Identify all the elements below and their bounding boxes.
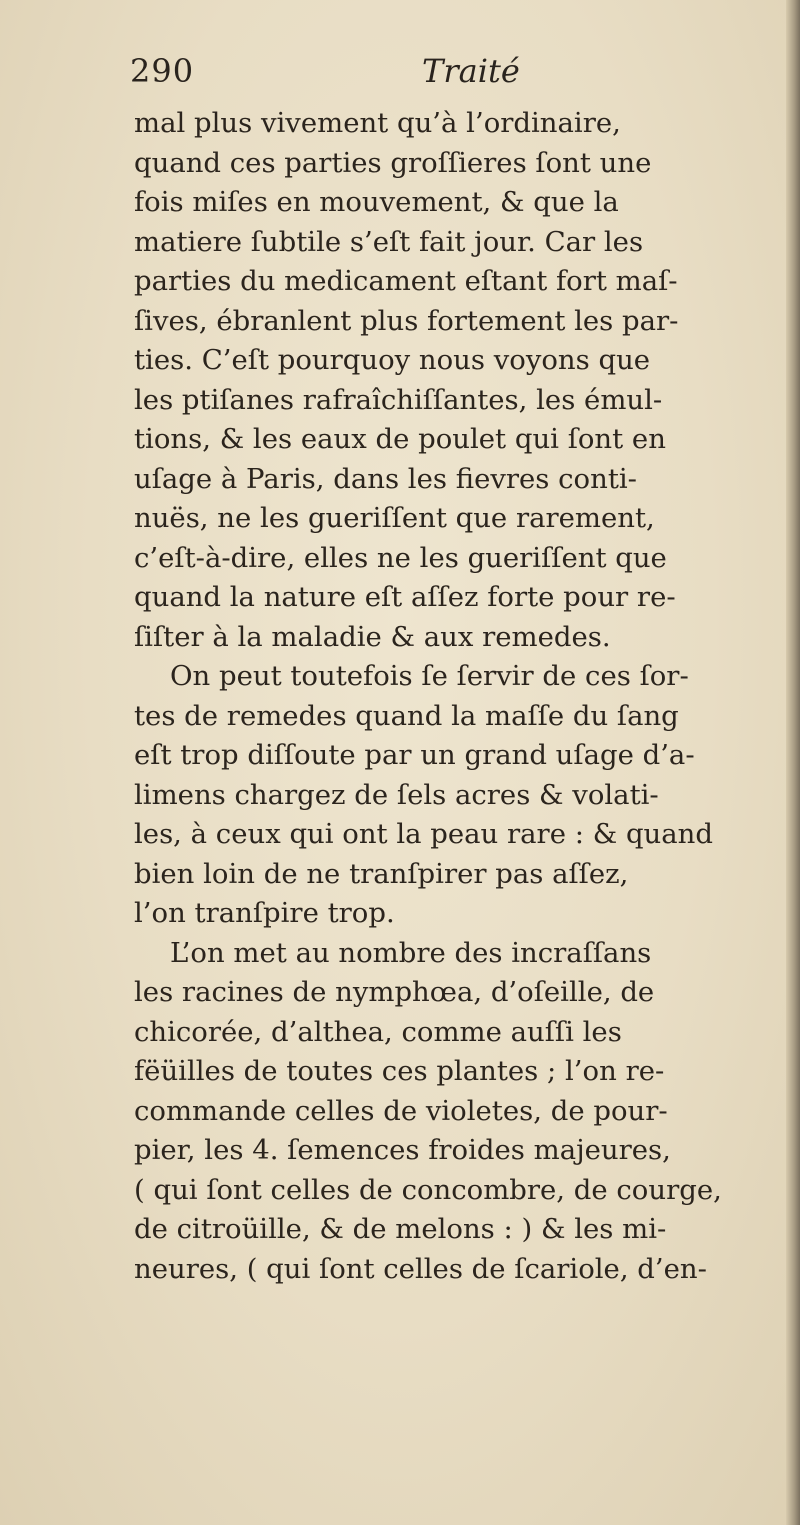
page-number: 290 [130,52,195,90]
text-line: de citroüille, & de melons : ) & les mi- [134,1213,667,1245]
body-text [134,104,774,1289]
text-line: quand ces parties groſſieres ſont une [134,146,652,179]
text-line: bien loin de ne tranſpirer pas aſſez, [134,857,629,890]
text-line: parties du medicament eſtant fort maſ- [134,265,678,297]
text-line: tions, & les eaux de poulet qui ſont en [134,423,666,455]
text-line: pier, les 4. ſemences froides majeures, [134,1134,671,1166]
text-line: limens chargez de ſels acres & volati- [134,778,659,811]
text-line: matiere ſubtile s’eſt fait jour. Car les [134,225,644,258]
text-line: tes de remedes quand la maſſe du ſang [134,699,679,732]
page-header [130,52,770,102]
text-line: eſt trop diſſoute par un grand uſage d’a- [134,739,695,771]
text-line: quand la nature eſt aſſez forte pour re- [134,581,676,613]
text-line: fëüilles de toutes ces plantes ; l’on re- [134,1055,665,1087]
text-line: ſiſter à la maladie & aux remedes. [134,620,611,653]
paragraph-start-line: On peut toutefois ſe ſervir de ces ſor- [170,660,689,692]
text-line: uſage à Paris, dans les fievres conti- [134,462,637,495]
text-line: ties. C’eſt pourquoy nous voyons que [134,344,651,376]
text-line: commande celles de violetes, de pour- [134,1094,668,1127]
page-gutter-shadow [786,0,800,1525]
text-line: fois miſes en mouvement, & que la [134,186,619,218]
text-line: c’eſt-à-dire, elles ne les gueriſſent que [134,541,667,574]
text-line: les ptiſanes rafraîchiſſantes, les émul- [134,383,663,416]
text-line: les racines de nymphœa, d’oſeille, de [134,976,655,1008]
text-line: nuës, ne les gueriſſent que rarement, [134,502,655,534]
text-line: chicorée, d’althea, comme auſſi les [134,1015,622,1048]
text-line: mal plus vivement qu’à l’ordinaire, [134,107,621,139]
text-line: neures, ( qui ſont celles de ſcariole, d’en- [134,1252,707,1285]
text-line: ( qui ſont celles de concombre, de courge, [134,1173,722,1206]
text-line: les, à ceux qui ont la peau rare : & quand [134,818,713,850]
paragraph-start-line: L’on met au nombre des incraſſans [170,936,652,969]
text-line: l’on tranſpire trop. [134,897,395,929]
running-title: Traité [422,52,520,90]
text-line: ſives, ébranlent plus fortement les par- [134,304,679,337]
